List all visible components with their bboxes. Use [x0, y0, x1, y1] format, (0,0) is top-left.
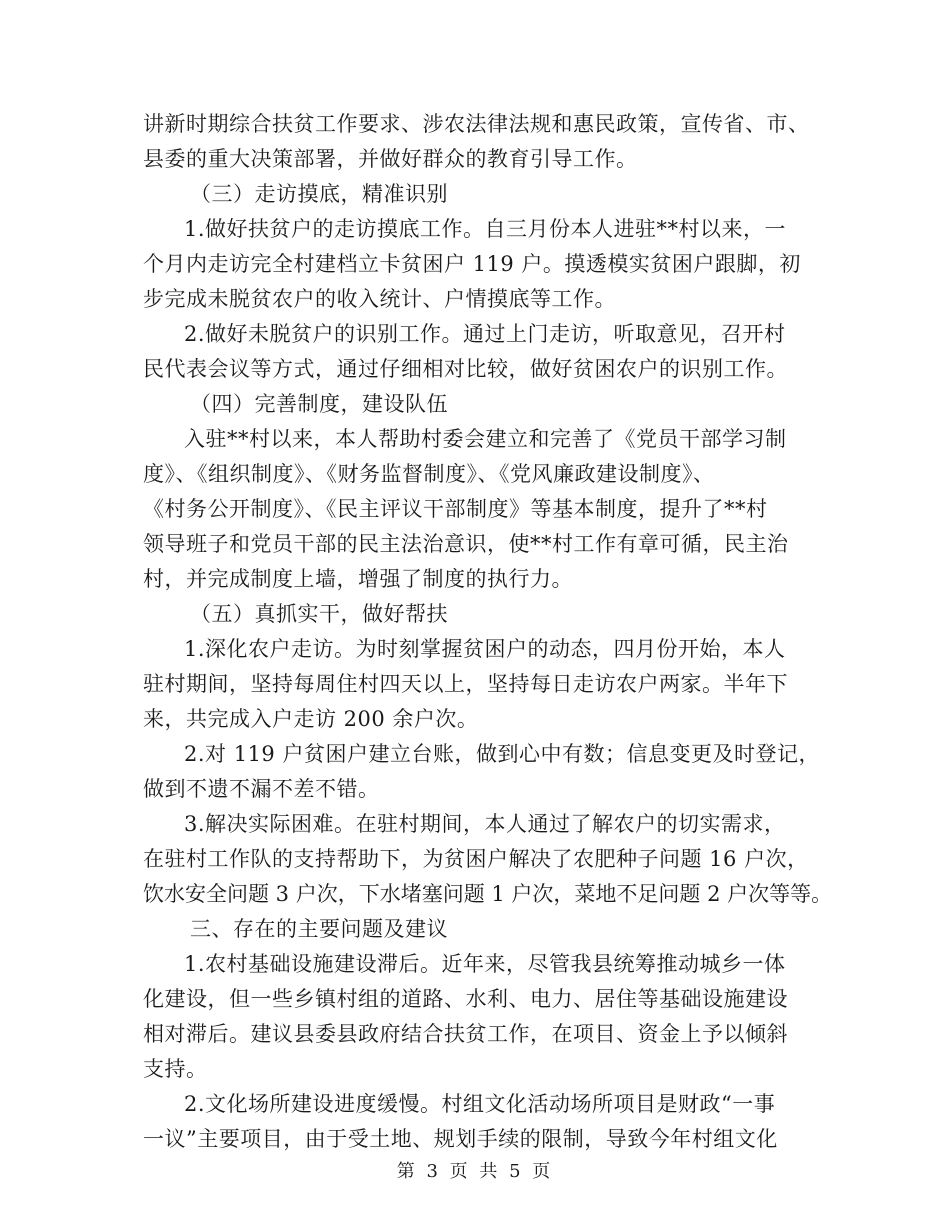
- text-line: 化建设，但一些乡镇村组的道路、水利、电力、居住等基础设施建设: [143, 987, 788, 1011]
- text-line: 入驻**村以来，本人帮助村委会建立和完善了《党员干部学习制: [184, 427, 787, 451]
- text-line: 度》、《组织制度》、《财务监督制度》、《党风廉政建设制度》、: [143, 462, 715, 486]
- text-line: 饮水安全问题 3 户次，下水堵塞问题 1 户次，菜地不足问题 2 户次等等。: [143, 882, 833, 906]
- section-heading: 三、存在的主要问题及建议: [190, 917, 448, 941]
- text-line: 支持。: [143, 1057, 208, 1081]
- section-heading: （四）完善制度，建设队伍: [190, 392, 448, 416]
- text-line: 相对滞后。建议县委县政府结合扶贫工作，在项目、资金上予以倾斜: [143, 1022, 788, 1046]
- text-line: 民代表会议等方式，通过仔细相对比较，做好贫困农户的识别工作。: [143, 357, 788, 381]
- section-heading: （五）真抓实干，做好帮扶: [190, 602, 448, 626]
- text-line: 讲新时期综合扶贫工作要求、涉农法律法规和惠民政策，宣传省、市、: [143, 112, 810, 136]
- text-line: 个月内走访完全村建档立卡贫困户 119 户。摸透模实贫困户跟脚，初: [143, 252, 801, 276]
- text-line: 1.深化农户走访。为时刻掌握贫困户的动态，四月份开始，本人: [184, 637, 786, 661]
- text-line: 做到不遗不漏不差不错。: [143, 777, 380, 801]
- text-line: 1.农村基础设施建设滞后。近年来，尽管我县统筹推动城乡一体: [184, 952, 786, 976]
- page-number-footer: 第 3 页 共 5 页: [396, 1161, 554, 1182]
- text-line: 3.解决实际困难。在驻村期间，本人通过了解农户的切实需求，: [184, 812, 786, 836]
- text-line: 2.做好未脱贫户的识别工作。通过上门走访，听取意见，召开村: [184, 322, 786, 346]
- text-line: 村，并完成制度上墙，增强了制度的执行力。: [143, 567, 573, 591]
- section-heading: （三）走访摸底，精准识别: [190, 182, 448, 206]
- text-line: 县委的重大决策部署，并做好群众的教育引导工作。: [143, 147, 638, 171]
- text-line: 在驻村工作队的支持帮助下，为贫困户解决了农肥种子问题 16 户次，: [143, 847, 809, 871]
- text-line: 2.对 119 户贫困户建立台账，做到心中有数；信息变更及时登记，: [184, 742, 820, 766]
- text-line: 驻村期间，坚持每周住村四天以上，坚持每日走访农户两家。半年下: [143, 672, 788, 696]
- text-line: 1.做好扶贫户的走访摸底工作。自三月份本人进驻**村以来，一: [184, 217, 787, 241]
- text-line: 来，共完成入户走访 200 余户次。: [143, 707, 479, 731]
- text-line: 2.文化场所建设进度缓慢。村组文化活动场所项目是财政“一事: [184, 1092, 776, 1116]
- text-line: 一议”主要项目，由于受土地、规划手续的限制，导致今年村组文化: [143, 1127, 778, 1151]
- text-line: 《村务公开制度》、《民主评议干部制度》等基本制度，提升了**村: [143, 497, 768, 521]
- text-line: 领导班子和党员干部的民主法治意识，使**村工作有章可循，民主治: [143, 532, 789, 556]
- text-line: 步完成未脱贫农户的收入统计、户情摸底等工作。: [143, 287, 616, 311]
